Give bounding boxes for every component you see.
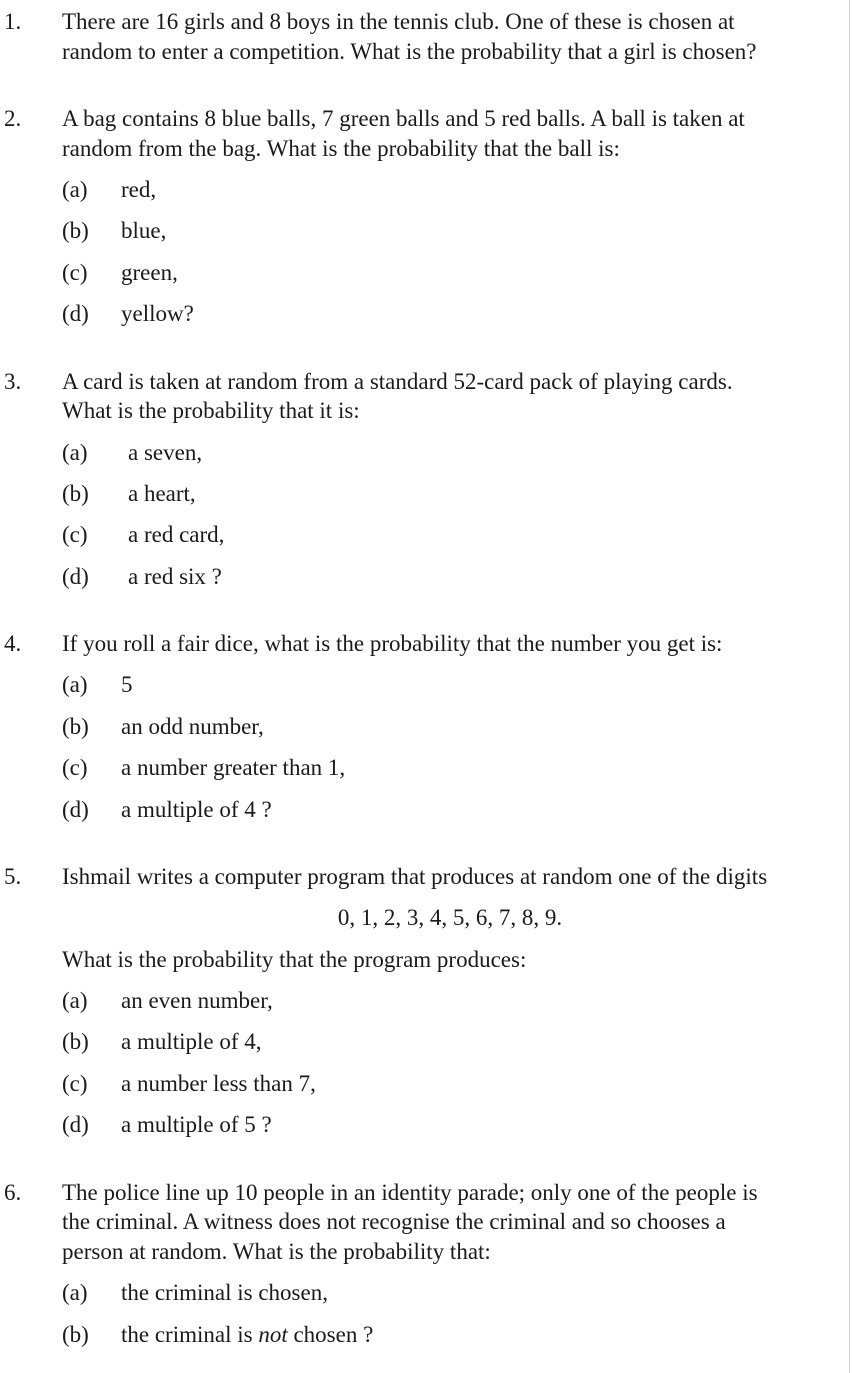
part-label: (d) bbox=[62, 797, 89, 822]
part-label: (a) bbox=[62, 1280, 88, 1305]
part-label: (c) bbox=[62, 755, 88, 780]
emphasis-not: not bbox=[258, 1322, 288, 1347]
part-label: (a) bbox=[62, 177, 88, 202]
question-text-line: the criminal. A witness does not recognise the criminal and so chooses a bbox=[62, 1209, 726, 1234]
part-label: (d) bbox=[62, 1112, 89, 1137]
part-label: (b) bbox=[62, 1322, 89, 1347]
part-text: red, bbox=[121, 177, 157, 202]
part-text: a seven, bbox=[128, 440, 203, 465]
question-text-line: There are 16 girls and 8 boys in the tennis club. One of these is chosen at bbox=[62, 9, 735, 34]
question-number: 5. bbox=[4, 864, 22, 889]
part-text: 5 bbox=[121, 672, 133, 697]
part-label: (c) bbox=[62, 1071, 88, 1096]
question-text-line: If you roll a fair dice, what is the probability that the number you get is: bbox=[62, 631, 723, 656]
question-text-line: random from the bag. What is the probability that the ball is: bbox=[62, 136, 620, 161]
part-label: (c) bbox=[62, 522, 88, 547]
part-label: (a) bbox=[62, 672, 88, 697]
question-number: 4. bbox=[4, 631, 22, 656]
part-label: (b) bbox=[62, 714, 89, 739]
part-label: (b) bbox=[62, 1029, 89, 1054]
part-label: (b) bbox=[62, 218, 89, 243]
part-label: (a) bbox=[62, 440, 88, 465]
part-text: a heart, bbox=[128, 481, 196, 506]
part-text: an even number, bbox=[121, 988, 273, 1013]
question-text-line: The police line up 10 people in an identity parade; only one of the people is bbox=[62, 1180, 758, 1205]
question-number: 3. bbox=[4, 369, 22, 394]
part-label: (d) bbox=[62, 301, 89, 326]
part-text: a red card, bbox=[128, 522, 225, 547]
question-text-line: A card is taken at random from a standard 52-card pack of playing cards. bbox=[62, 369, 733, 394]
part-text: a multiple of 4 ? bbox=[121, 797, 272, 822]
question-prompt: What is the probability that the program produces: bbox=[62, 947, 527, 972]
part-label: (a) bbox=[62, 988, 88, 1013]
part-text: a multiple of 5 ? bbox=[121, 1112, 272, 1137]
part-text: yellow? bbox=[121, 301, 194, 326]
part-text: blue, bbox=[121, 218, 167, 243]
digits-list: 0, 1, 2, 3, 4, 5, 6, 7, 8, 9. bbox=[337, 905, 563, 930]
part-text: a red six ? bbox=[128, 564, 222, 589]
question-number: 1. bbox=[4, 9, 22, 34]
part-text: an odd number, bbox=[121, 714, 264, 739]
part-text bbox=[121, 1322, 373, 1348]
question-text-line: Ishmail writes a computer program that produces at random one of the digits bbox=[62, 864, 768, 889]
part-label: (b) bbox=[62, 481, 89, 506]
question-text-line: A bag contains 8 blue balls, 7 green balls and 5 red balls. A ball is taken at bbox=[62, 106, 745, 131]
question-number: 6. bbox=[4, 1180, 22, 1205]
part-text: a number greater than 1, bbox=[121, 755, 346, 780]
part-text: a multiple of 4, bbox=[121, 1029, 262, 1054]
question-text-line: What is the probability that it is: bbox=[62, 398, 360, 423]
part-text: a number less than 7, bbox=[121, 1071, 316, 1096]
page-right-border bbox=[849, 0, 850, 1373]
part-text: the criminal is chosen, bbox=[121, 1280, 328, 1305]
question-text-line: person at random. What is the probability that: bbox=[62, 1239, 491, 1264]
part-label: (d) bbox=[62, 564, 89, 589]
part-label: (c) bbox=[62, 260, 88, 285]
question-text-line: random to enter a competition. What is the probability that a girl is chosen? bbox=[62, 39, 757, 64]
question-number: 2. bbox=[4, 106, 22, 131]
part-text-start: the criminal is bbox=[121, 1322, 259, 1347]
part-text: green, bbox=[121, 260, 178, 285]
part-text-end: chosen ? bbox=[287, 1322, 374, 1347]
